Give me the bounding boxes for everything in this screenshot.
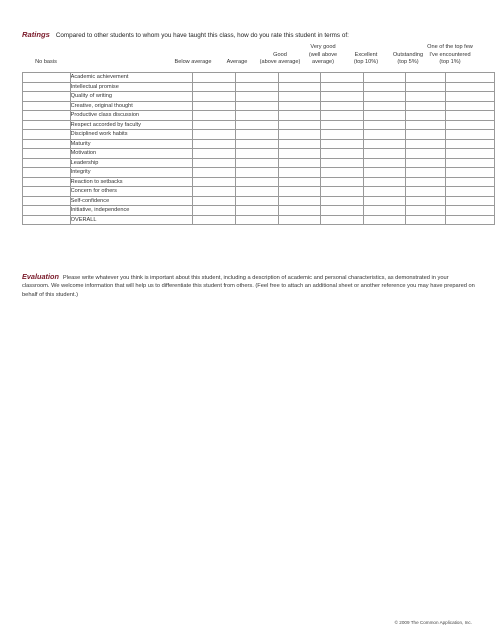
column-header-line: (top 5%) xyxy=(397,59,419,66)
rating-cell-excellent[interactable] xyxy=(363,187,405,197)
criteria-row xyxy=(23,139,495,149)
rating-cell-very-good[interactable] xyxy=(321,215,364,225)
rating-cell-outstanding[interactable] xyxy=(405,120,446,130)
rating-cell-outstanding[interactable] xyxy=(405,215,446,225)
rating-cell-excellent[interactable] xyxy=(363,73,405,83)
rating-cell-top-few[interactable] xyxy=(446,177,495,187)
rating-cell-good[interactable] xyxy=(278,111,321,121)
criteria-row xyxy=(23,73,495,83)
rating-cell-average[interactable] xyxy=(235,101,278,111)
rating-cell-average[interactable] xyxy=(235,168,278,178)
column-header-line: Average xyxy=(226,59,248,66)
no-basis-cell[interactable] xyxy=(23,215,71,225)
rating-cell-excellent[interactable] xyxy=(363,196,405,206)
rating-cell-top-few[interactable] xyxy=(446,158,495,168)
no-basis-cell[interactable] xyxy=(23,82,71,92)
rating-cell-top-few[interactable] xyxy=(446,73,495,83)
rating-cell-top-few[interactable] xyxy=(446,92,495,102)
rating-cell-excellent[interactable] xyxy=(363,206,405,216)
criteria-label: Maturity xyxy=(70,139,193,149)
rating-cell-very-good[interactable] xyxy=(321,82,364,92)
rating-cell-very-good[interactable] xyxy=(321,187,364,197)
rating-cell-outstanding[interactable] xyxy=(405,73,446,83)
rating-cell-top-few[interactable] xyxy=(446,187,495,197)
rating-cell-below-average[interactable] xyxy=(193,82,236,92)
no-basis-cell[interactable] xyxy=(23,101,71,111)
rating-cell-below-average[interactable] xyxy=(193,120,236,130)
rating-cell-good[interactable] xyxy=(278,158,321,168)
rating-cell-excellent[interactable] xyxy=(363,130,405,140)
rating-cell-average[interactable] xyxy=(235,177,278,187)
rating-cell-very-good[interactable] xyxy=(321,158,364,168)
rating-cell-good[interactable] xyxy=(278,168,321,178)
rating-cell-top-few[interactable] xyxy=(446,82,495,92)
criteria-row xyxy=(23,82,495,92)
no-basis-cell[interactable] xyxy=(23,168,71,178)
rating-cell-excellent[interactable] xyxy=(363,177,405,187)
rating-cell-below-average[interactable] xyxy=(193,149,236,159)
rating-cell-very-good[interactable] xyxy=(321,206,364,216)
criteria-row xyxy=(23,101,495,111)
criteria-label: Concern for others xyxy=(70,187,193,197)
no-basis-cell[interactable] xyxy=(23,130,71,140)
rating-cell-very-good[interactable] xyxy=(321,92,364,102)
rating-cell-below-average[interactable] xyxy=(193,92,236,102)
criteria-row xyxy=(23,196,495,206)
criteria-label: Disciplined work habits xyxy=(70,130,193,140)
criteria-row xyxy=(23,120,495,130)
rating-cell-top-few[interactable] xyxy=(446,206,495,216)
rating-cell-average[interactable] xyxy=(235,82,278,92)
no-basis-cell[interactable] xyxy=(23,120,71,130)
rating-cell-below-average[interactable] xyxy=(193,139,236,149)
criteria-row xyxy=(23,130,495,140)
rating-cell-average[interactable] xyxy=(235,215,278,225)
column-header-line: One of the top few xyxy=(427,44,473,50)
rating-cell-average[interactable] xyxy=(235,120,278,130)
column-header-line: average) xyxy=(311,59,335,66)
criteria-label: Intellectual promise xyxy=(70,82,193,92)
rating-cell-outstanding[interactable] xyxy=(405,177,446,187)
criteria-label: Integrity xyxy=(70,168,193,178)
rating-cell-outstanding[interactable] xyxy=(405,158,446,168)
rating-cell-excellent[interactable] xyxy=(363,101,405,111)
rating-cell-average[interactable] xyxy=(235,196,278,206)
criteria-row xyxy=(23,177,495,187)
rating-cell-top-few[interactable] xyxy=(446,139,495,149)
column-header-line: Below average xyxy=(174,59,212,66)
rating-cell-average[interactable] xyxy=(235,139,278,149)
rating-cell-below-average[interactable] xyxy=(193,187,236,197)
criteria-row xyxy=(23,149,495,159)
rating-cell-very-good[interactable] xyxy=(321,120,364,130)
rating-cell-top-few[interactable] xyxy=(446,101,495,111)
rating-cell-excellent[interactable] xyxy=(363,111,405,121)
criteria-label: Reaction to setbacks xyxy=(70,177,193,187)
rating-cell-good[interactable] xyxy=(278,187,321,197)
rating-cell-below-average[interactable] xyxy=(193,73,236,83)
rating-cell-average[interactable] xyxy=(235,92,278,102)
ratings-title: Ratings xyxy=(22,30,50,39)
criteria-row xyxy=(23,215,495,225)
rating-cell-below-average[interactable] xyxy=(193,130,236,140)
column-header-line: I've encountered xyxy=(429,51,471,58)
no-basis-cell[interactable] xyxy=(23,187,71,197)
rating-cell-very-good[interactable] xyxy=(321,111,364,121)
rating-cell-good[interactable] xyxy=(278,149,321,159)
rating-cell-outstanding[interactable] xyxy=(405,149,446,159)
criteria-label: Leadership xyxy=(70,158,193,168)
criteria-row xyxy=(23,187,495,197)
rating-cell-very-good[interactable] xyxy=(321,101,364,111)
criteria-row xyxy=(23,158,495,168)
rating-cell-good[interactable] xyxy=(278,215,321,225)
rating-cell-top-few[interactable] xyxy=(446,196,495,206)
rating-cell-good[interactable] xyxy=(278,130,321,140)
column-header-line: (well above xyxy=(308,51,338,58)
rating-cell-average[interactable] xyxy=(235,111,278,121)
rating-cell-good[interactable] xyxy=(278,101,321,111)
rating-cell-outstanding[interactable] xyxy=(405,111,446,121)
column-header-line xyxy=(11,44,81,52)
no-basis-cell[interactable] xyxy=(23,139,71,149)
rating-cell-outstanding[interactable] xyxy=(405,206,446,216)
no-basis-cell[interactable] xyxy=(23,92,71,102)
rating-cell-average[interactable] xyxy=(235,73,278,83)
ratings-grid xyxy=(22,72,495,225)
rating-cell-average[interactable] xyxy=(235,206,278,216)
no-basis-cell[interactable] xyxy=(23,206,71,216)
criteria-label: Productive class discussion xyxy=(70,111,193,121)
rating-cell-very-good[interactable] xyxy=(321,196,364,206)
column-header-no-basis xyxy=(11,44,81,67)
rating-cell-good[interactable] xyxy=(278,82,321,92)
rating-cell-below-average[interactable] xyxy=(193,215,236,225)
rating-cell-excellent[interactable] xyxy=(363,139,405,149)
rating-cell-good[interactable] xyxy=(278,92,321,102)
rating-cell-outstanding[interactable] xyxy=(405,168,446,178)
column-header-line: No basis xyxy=(35,59,57,66)
column-header-line: Good xyxy=(273,51,287,58)
rating-cell-very-good[interactable] xyxy=(321,130,364,140)
rating-cell-excellent[interactable] xyxy=(363,120,405,130)
rating-cell-excellent[interactable] xyxy=(363,168,405,178)
rating-cell-good[interactable] xyxy=(278,206,321,216)
ratings-prompt: Compared to other students to whom you have taught this class, how do you rate this student in terms of: xyxy=(55,32,349,39)
no-basis-cell[interactable] xyxy=(23,196,71,206)
criteria-label: Self-confidence xyxy=(70,196,193,206)
rating-cell-outstanding[interactable] xyxy=(405,196,446,206)
rating-cell-good[interactable] xyxy=(278,73,321,83)
criteria-label: Respect accorded by faculty xyxy=(70,120,193,130)
rating-cell-average[interactable] xyxy=(235,187,278,197)
column-header-line: Excellent xyxy=(354,51,378,58)
rating-cell-below-average[interactable] xyxy=(193,196,236,206)
rating-cell-average[interactable] xyxy=(235,158,278,168)
rating-cell-below-average[interactable] xyxy=(193,101,236,111)
rating-cell-outstanding[interactable] xyxy=(405,139,446,149)
rating-cell-very-good[interactable] xyxy=(321,139,364,149)
criteria-label: OVERALL xyxy=(70,215,193,225)
column-header-line: (top 10%) xyxy=(353,59,379,66)
rating-cell-good[interactable] xyxy=(278,120,321,130)
rating-cell-excellent[interactable] xyxy=(363,158,405,168)
criteria-label: Creative, original thought xyxy=(70,101,193,111)
rating-cell-outstanding[interactable] xyxy=(405,187,446,197)
criteria-row xyxy=(23,206,495,216)
rating-cell-very-good[interactable] xyxy=(321,149,364,159)
rating-cell-below-average[interactable] xyxy=(193,111,236,121)
criteria-label: Quality of writing xyxy=(70,92,193,102)
copyright-footer: © 2009 The Common Application, Inc. xyxy=(394,620,472,625)
criteria-row xyxy=(23,111,495,121)
no-basis-cell[interactable] xyxy=(23,73,71,83)
rating-cell-very-good[interactable] xyxy=(321,177,364,187)
no-basis-cell[interactable] xyxy=(23,111,71,121)
rating-cell-excellent[interactable] xyxy=(363,82,405,92)
rating-cell-top-few[interactable] xyxy=(446,120,495,130)
rating-cell-below-average[interactable] xyxy=(193,158,236,168)
column-header-line: (above average) xyxy=(259,59,301,66)
rating-cell-top-few[interactable] xyxy=(446,149,495,159)
criteria-label: Motivation xyxy=(70,149,193,159)
criteria-label: Initiative, independence xyxy=(70,206,193,216)
rating-cell-very-good[interactable] xyxy=(321,168,364,178)
column-header-top-few xyxy=(415,44,485,67)
evaluation-title: Evaluation xyxy=(22,272,59,281)
rating-cell-outstanding[interactable] xyxy=(405,130,446,140)
rating-cell-outstanding[interactable] xyxy=(405,101,446,111)
rating-cell-excellent[interactable] xyxy=(363,92,405,102)
column-header-line: (top 1%) xyxy=(439,59,461,66)
rating-cell-top-few[interactable] xyxy=(446,130,495,140)
rating-cell-very-good[interactable] xyxy=(321,73,364,83)
rating-cell-top-few[interactable] xyxy=(446,168,495,178)
rating-cell-average[interactable] xyxy=(235,130,278,140)
column-header-line: Very good xyxy=(310,44,336,50)
rating-cell-excellent[interactable] xyxy=(363,149,405,159)
no-basis-cell[interactable] xyxy=(23,149,71,159)
criteria-label: Academic achievement xyxy=(70,73,193,83)
evaluation-section xyxy=(22,273,477,299)
rating-cell-excellent[interactable] xyxy=(363,215,405,225)
rating-cell-top-few[interactable] xyxy=(446,111,495,121)
rating-cell-good[interactable] xyxy=(278,177,321,187)
no-basis-cell[interactable] xyxy=(23,177,71,187)
rating-cell-average[interactable] xyxy=(235,149,278,159)
criteria-row xyxy=(23,92,495,102)
rating-cell-good[interactable] xyxy=(278,139,321,149)
rating-cell-below-average[interactable] xyxy=(193,177,236,187)
rating-cell-below-average[interactable] xyxy=(193,206,236,216)
rating-cell-outstanding[interactable] xyxy=(405,82,446,92)
rating-cell-good[interactable] xyxy=(278,196,321,206)
column-header-line: Outstanding xyxy=(392,51,424,58)
column-header-line xyxy=(11,52,81,60)
ratings-header xyxy=(22,30,349,39)
rating-cell-below-average[interactable] xyxy=(193,168,236,178)
evaluation-text: Please write whatever you think is important about this student, including a description of academic and personal characteristics, as demonstrated in your classroom. We welcome information that will help us to differentiate this student from others. (Feel free to attach an additional sheet or another reference you may have prepared on behalf of this student.) xyxy=(22,275,475,298)
rating-cell-top-few[interactable] xyxy=(446,215,495,225)
rating-cell-outstanding[interactable] xyxy=(405,92,446,102)
criteria-row xyxy=(23,168,495,178)
no-basis-cell[interactable] xyxy=(23,158,71,168)
